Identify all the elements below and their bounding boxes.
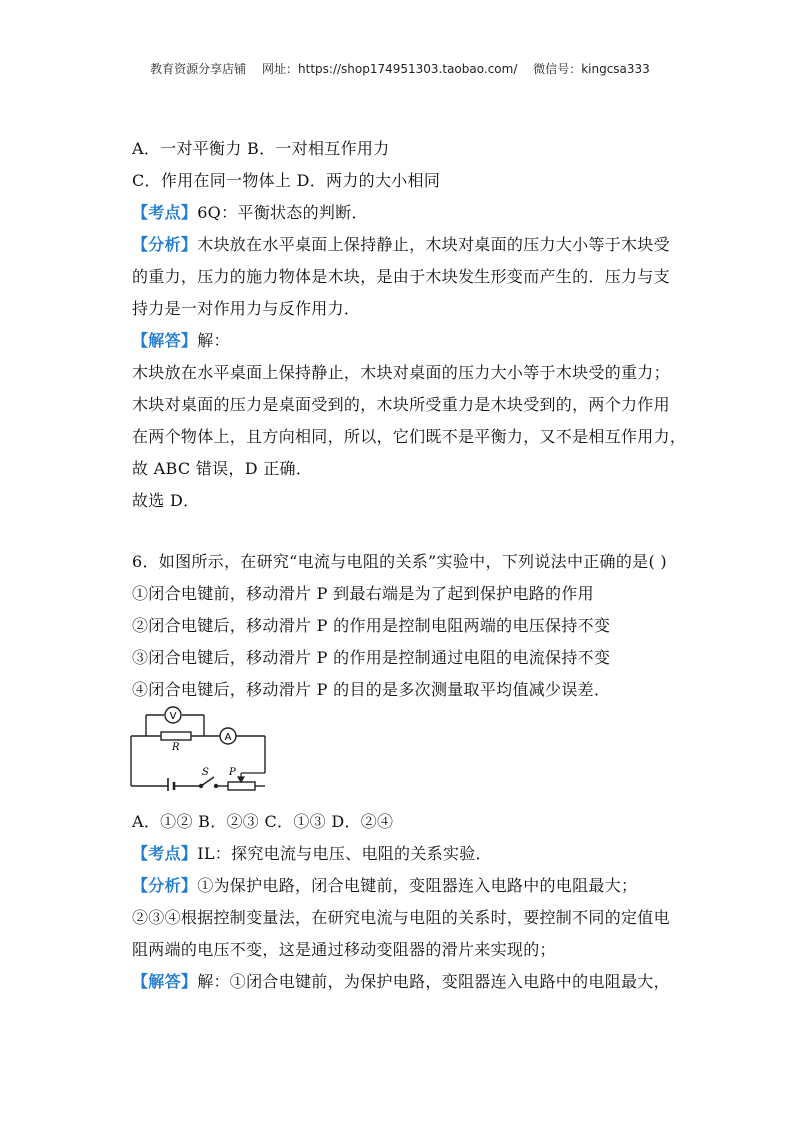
- switch-label: S: [202, 767, 209, 778]
- ammeter-label: A: [224, 732, 232, 743]
- q6-statement-1: ①闭合电键前，移动滑片 P 到最右端是为了起到保护电路的作用: [132, 584, 594, 603]
- q5-kaodian: [132, 203, 368, 223]
- resistor-icon: [161, 732, 191, 740]
- q5-fenxi-line1: [132, 235, 670, 255]
- q5-choice: 故选 D．: [132, 491, 200, 510]
- kaodian-tag: 【考点】: [132, 844, 198, 863]
- q5-fenxi-line3: 持力是一对作用力与反作用力．: [132, 299, 361, 318]
- fenxi-text: ①为保护电路，闭合电键前，变阻器连入电路中的电阻最大；: [197, 876, 638, 895]
- circuit-diagram: [128, 703, 273, 791]
- q6-options: A．①② B．②③ C．①③ D．②④: [132, 812, 394, 831]
- switch-icon: [200, 777, 218, 788]
- q6-statement-2: ②闭合电键后，移动滑片 P 的作用是控制电阻两端的电压保持不变: [132, 616, 611, 635]
- q5-answer-line1: 木块放在水平桌面上保持静止，木块对桌面的压力大小等于木块受的重力；: [132, 363, 670, 382]
- q6-statement-4: ④闭合电键后，移动滑片 P 的目的是多次测量取平均值减少误差．: [132, 680, 611, 699]
- q5-fenxi-line2: 的重力，压力的施力物体是木块，是由于木块发生形变而产生的．压力与支: [132, 267, 670, 286]
- q6-fenxi-line2: ②③④根据控制变量法，在研究电流与电阻的关系时，要控制不同的定值电: [132, 908, 670, 927]
- header-shop: 教育资源分享店铺: [150, 62, 247, 76]
- q5-answer-line4: 故 ABC 错误，D 正确．: [132, 459, 313, 478]
- q5-answer-line2: 木块对桌面的压力是桌面受到的，木块所受重力是木块受到的，两个力作用: [132, 395, 670, 414]
- fenxi-text: 木块放在水平桌面上保持静止，木块对桌面的压力大小等于木块受: [197, 235, 670, 254]
- rheostat-icon: [228, 782, 255, 790]
- fenxi-tag: 【分析】: [132, 235, 198, 254]
- jieda-tag: 【解答】: [132, 972, 198, 991]
- jieda-tag: 【解答】: [132, 331, 198, 350]
- q6-statement-3: ③闭合电键后，移动滑片 P 的作用是控制通过电阻的电流保持不变: [132, 648, 611, 667]
- q6-fenxi-line3: 阻两端的电压不变，这是通过移动变阻器的滑片来实现的；: [132, 940, 556, 959]
- fenxi-tag: 【分析】: [132, 876, 198, 895]
- jieda-text: 解：①闭合电键前，为保护电路，变阻器连入电路中的电阻最大，: [197, 972, 670, 991]
- kaodian-tag: 【考点】: [132, 203, 198, 222]
- battery-icon: [168, 778, 174, 791]
- kaodian-text: 6Q：平衡状态的判断．: [197, 203, 368, 222]
- q6-kaodian: [132, 844, 492, 864]
- slider-label: P: [229, 767, 236, 778]
- q6-jieda: [132, 972, 670, 992]
- resistor-label: R: [172, 742, 180, 753]
- q5-options-line1: A．一对平衡力 B．一对相互作用力: [132, 139, 390, 158]
- slider-arrow-icon: [238, 773, 265, 782]
- q5-options-line2: C．作用在同一物体上 D．两力的大小相同: [132, 171, 441, 190]
- kaodian-text: IL：探究电流与电压、电阻的关系实验．: [197, 844, 492, 863]
- q5-answer-line3: 在两个物体上，且方向相同，所以，它们既不是平衡力，又不是相互作用力，: [132, 427, 687, 446]
- voltmeter-label: V: [169, 711, 177, 722]
- header-wechat: 微信号：kingcsa333: [533, 62, 650, 76]
- header-url: 网址：https://shop174951303.taobao.com/: [262, 62, 518, 76]
- jieda-head: 解：: [197, 331, 230, 350]
- q6-stem: 6．如图所示，在研究“电流与电阻的关系”实验中，下列说法中正确的是( ): [132, 552, 667, 571]
- page-header: [0, 60, 800, 77]
- q6-fenxi-line1: [132, 876, 637, 896]
- q5-jieda: [132, 331, 230, 351]
